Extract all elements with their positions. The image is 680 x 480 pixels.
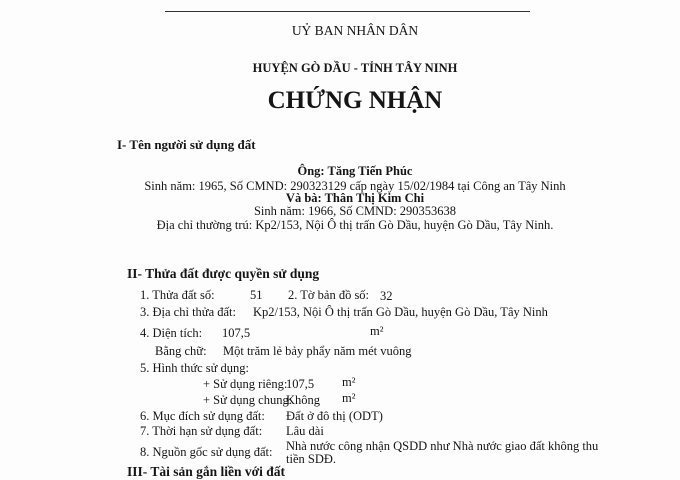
usage-form-label: 5. Hình thức sử dụng: — [140, 361, 250, 375]
top-rule — [165, 11, 530, 12]
address-value: Kp2/153, Nội Ô thị trấn Gò Dầu, huyện Gò Dầu, Tây Ninh — [253, 305, 548, 319]
area-label: 4. Diện tích: — [140, 326, 203, 340]
map-value: 32 — [380, 289, 393, 303]
area-unit: m² — [370, 324, 384, 338]
parcel-value: 51 — [250, 288, 263, 302]
private-use-label: + Sử dụng riêng: — [203, 377, 288, 391]
private-use-value: 107,5 — [286, 377, 315, 391]
owner1-name: Ông: Tăng Tiến Phúc — [297, 164, 413, 178]
section1-heading: I- Tên người sử dụng đất — [117, 137, 256, 152]
words-label: Bằng chữ: — [155, 344, 207, 358]
shared-use-value: Không — [286, 393, 321, 407]
parcel-label: 1. Thửa đất số: — [140, 288, 215, 302]
address-label: 3. Địa chỉ thửa đất: — [140, 305, 236, 319]
private-use-unit: m² — [342, 375, 356, 389]
origin-value-line2: tiền SDĐ. — [286, 452, 336, 466]
map-label: 2. Tờ bản đồ số: — [288, 288, 370, 302]
owner2-info: Sinh năm: 1966, Số CMND: 290353638 — [253, 204, 457, 218]
purpose-label: 6. Mục đích sử dụng đất: — [140, 409, 265, 423]
origin-value-line1: Nhà nước công nhận QSDD như Nhà nước giao đất không thu — [286, 439, 599, 453]
section3-heading: III- Tài sản gắn liền với đất — [127, 464, 286, 479]
area-value: 107,5 — [222, 326, 251, 340]
term-label: 7. Thời hạn sử dụng đất: — [140, 424, 263, 438]
authority-line: UỶ BAN NHÂN DÂN — [291, 23, 419, 38]
purpose-value: Đất ở đô thị (ODT) — [286, 409, 383, 423]
section2-heading: II- Thửa đất được quyền sử dụng — [127, 266, 320, 281]
origin-label: 8. Nguồn gốc sử dụng đất: — [140, 445, 273, 459]
shared-use-unit: m² — [342, 391, 356, 405]
district-line: HUYỆN GÒ DẦU - TỈNH TÂY NINH — [252, 61, 458, 75]
term-value: Lâu dài — [286, 424, 324, 438]
words-value: Một trăm lẻ bảy phẩy năm mét vuông — [223, 344, 412, 358]
shared-use-label: + Sử dụng chung: — [203, 393, 293, 407]
owner2-name: Và bà: Thân Thị Kim Chi — [285, 191, 425, 205]
owner1-info: Sinh năm: 1965, Số CMND: 290323129 cấp ngày 15/02/1984 tại Công an Tây Ninh — [144, 179, 566, 193]
residence-address: Địa chỉ thường trú: Kp2/153, Nội Ô thị trấn Gò Dầu, huyện Gò Dầu, Tây Ninh. — [156, 218, 554, 232]
document-title: CHỨNG NHẬN — [267, 87, 443, 114]
